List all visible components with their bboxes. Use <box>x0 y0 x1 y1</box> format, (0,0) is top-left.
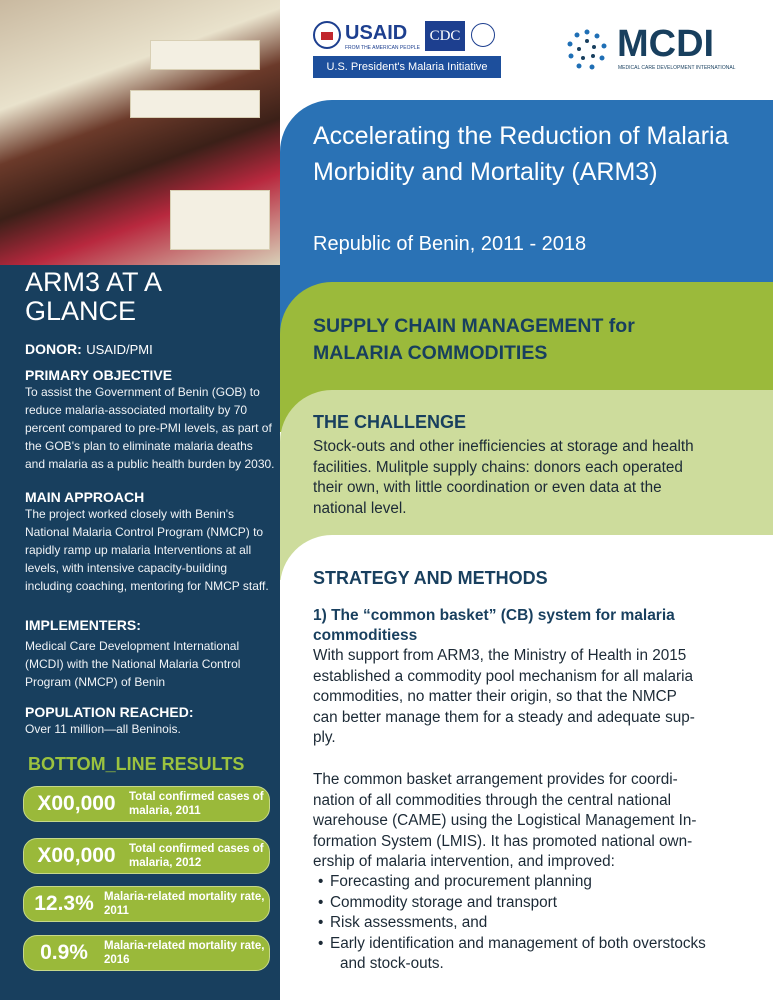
mcdi-dots-icon <box>565 28 609 72</box>
mcdi-logo: MCDI MEDICAL CARE DEVELOPMENT INTERNATIONAL <box>565 24 755 76</box>
hhs-eagle-icon <box>471 23 495 47</box>
strategy-heading: STRATEGY AND METHODS <box>313 568 548 588</box>
section-title: SUPPLY CHAIN MANAGEMENT for MALARIA COMMODITIES <box>313 315 635 364</box>
usaid-pmi-logo: USAID FROM THE AMERICAN PEOPLE CDC U.S. President's Malaria Initiative <box>313 20 501 80</box>
improvements-list <box>318 872 706 975</box>
page-title: Accelerating the Reduction of Malaria Morbidity and Mortality (ARM3) <box>313 122 729 186</box>
main-approach: MAIN APPROACH The project worked closely with Benin's National Malaria Control Program (NMCP) to rapidly ramp up malaria Interventions at all levels, with intensive capacity-building including coaching, mentoring for NMCP staff. <box>25 489 269 593</box>
page-subtitle: Republic of Benin, 2011 - 2018 <box>313 233 587 255</box>
common-basket-arrangement-text: The common basket arrangement provides for coordi- nation of all commodities through the central national warehouse (CAME) using the Logistical Management In- formation System (LMIS). It has promoted national own- ership of malaria intervention, and improved: <box>313 771 697 870</box>
primary-objective: PRIMARY OBJECTIVE To assist the Government of Benin (GOB) to reduce malaria-associated mortality by 70 percent compared to pre-PMI levels, as part of the GOB's plan to eliminate malaria deaths and malaria as a public health burden by 2030. <box>25 367 275 471</box>
result-card: X00,000 Total confirmed cases of malaria, 2011 <box>23 786 270 822</box>
usaid-seal-icon <box>313 21 341 49</box>
list-item: • Risk assessments, and <box>318 913 706 934</box>
header <box>280 0 773 100</box>
sidebar-title: ARM3 AT A GLANCE <box>25 267 161 326</box>
result-card: 12.3% Malaria-related mortality rate, 2011 <box>23 886 270 922</box>
results-title: BOTTOM_LINE RESULTS <box>28 754 245 774</box>
challenge-text: Stock-outs and other inefficiencies at storage and health facilities. Mulitple supply chains: donors each operated their own, with little coordination or even data at the national level. <box>313 438 694 517</box>
challenge-heading: THE CHALLENGE <box>313 412 466 432</box>
list-item: • Forecasting and procurement planning <box>318 872 706 893</box>
donor: DONOR: USAID/PMI <box>25 341 153 357</box>
common-basket-text: With support from ARM3, the Ministry of Health in 2015 established a commodity pool mechanism for all malaria commodities, no matter their origin, so that the NMCP can better manage them for a steady and adequate sup- ply. <box>313 647 695 746</box>
result-card: X00,000 Total confirmed cases of malaria, 2012 <box>23 838 270 874</box>
photo-pharmacist <box>0 0 280 265</box>
list-item: • Commodity storage and transport <box>318 893 706 914</box>
implementers: IMPLEMENTERS: Medical Care Development International (MCDI) with the National Malaria Control Program (NMCP) of Benin <box>25 617 241 689</box>
sidebar <box>0 0 280 1000</box>
population-reached: POPULATION REACHED: Over 11 million—all Beninois. <box>25 704 194 736</box>
list-item: • Early identification and management of both overstocks and stock-outs. <box>318 934 706 975</box>
result-card: 0.9% Malaria-related mortality rate, 2016 <box>23 935 270 971</box>
common-basket-heading: 1) The “common basket” (CB) system for malaria commoditiess <box>313 607 675 644</box>
